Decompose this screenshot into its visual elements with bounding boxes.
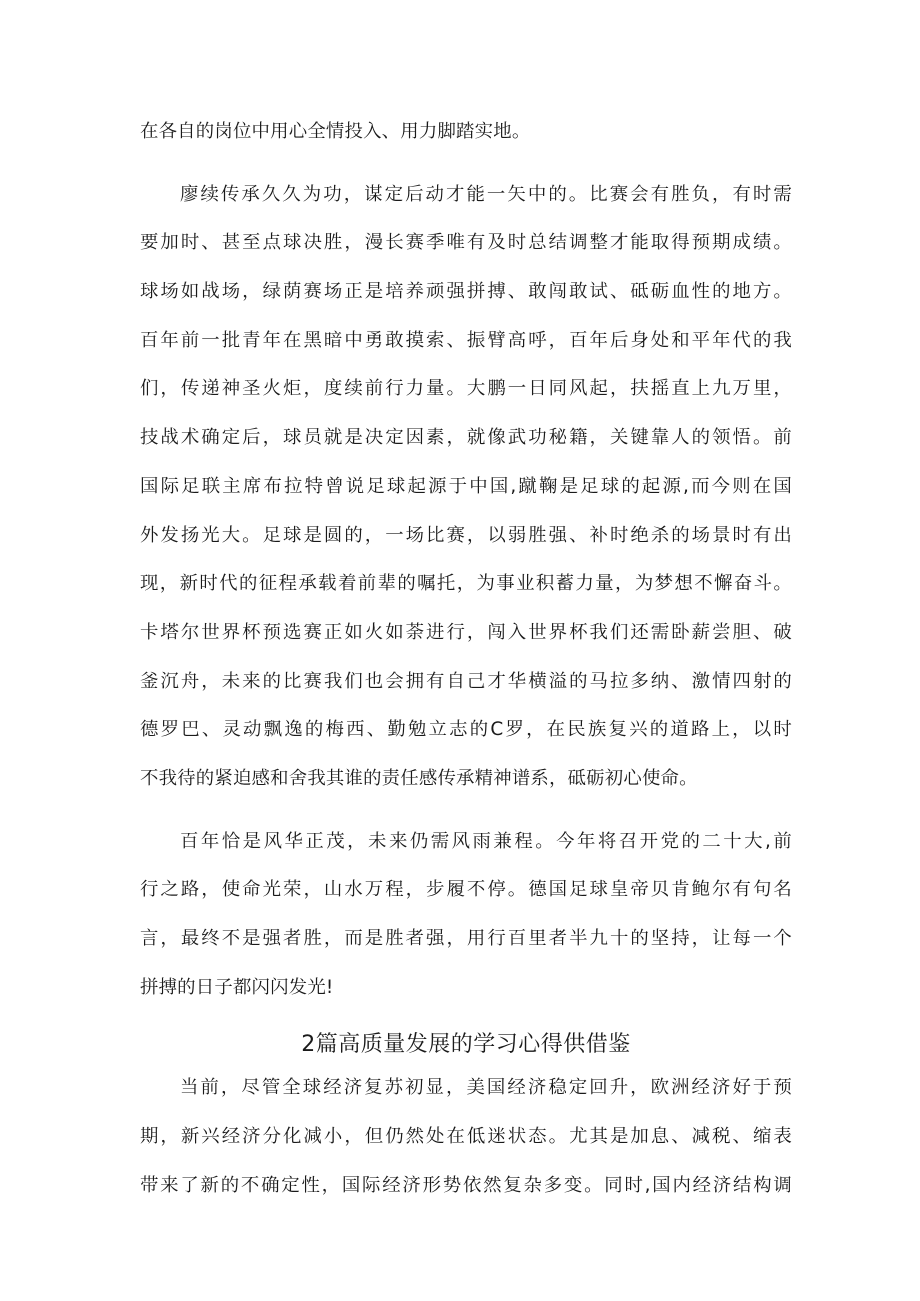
text-line: 球场如战场，绿荫赛场正是培养顽强拼搏、敢闯敢试、砥砺血性的地方。: [140, 281, 792, 303]
text-line: 卡塔尔世界杯预选赛正如火如荼进行，闯入世界杯我们还需卧薪尝胆、破: [140, 621, 792, 643]
text-line: 们，传递神圣火炬，度续前行力量。大鹏一日同风起，扶摇直上九万里，: [140, 378, 792, 400]
paragraph-gap: [140, 808, 792, 822]
text-line: 在各自的岗位中用心全情投入、用力脚踏实地。: [140, 121, 531, 142]
paragraph-1: [140, 112, 792, 161]
section-heading: 2篇高质量发展的学习心得供借鉴: [301, 1032, 631, 1058]
text-line: 外发扬光大。足球是圆的，一场比赛，以弱胜强、补时绝杀的场景时有出: [140, 524, 792, 546]
paragraph-3: [140, 822, 792, 1017]
paragraph-gap: [140, 161, 792, 175]
text-line: 要加时、甚至点球决胜，漫长赛季唯有及时总结调整才能取得预期成绩。: [140, 232, 792, 254]
text-line: 期，新兴经济分化减小，但仍然处在低迷状态。尤其是加息、减税、缩表: [140, 1126, 792, 1148]
text-line: 百年前一批青年在黑暗中勇敢摸索、振臂高呼，百年后身处和平年代的我: [140, 329, 792, 351]
text-line: 百年恰是风华正茂，未来仍需风雨兼程。今年将召开党的二十大,前: [180, 830, 792, 852]
text-line: 言，最终不是强者胜，而是胜者强，用行百里者半九十的坚持，让每一个: [140, 928, 792, 949]
text-line: 当前，尽管全球经济复苏初显，美国经济稳定回升，欧洲经济好于预: [180, 1077, 792, 1099]
text-line: 不我待的紧迫感和舍我其谁的责任感传承精神谱系，砥砺初心使命。: [140, 767, 698, 789]
text-line: 德罗巴、灵动飘逸的梅西、勤勉立志的C罗，在民族复兴的道路上，以时: [140, 719, 792, 741]
text-line: 技战术确定后，球员就是决定因素，就像武功秘籍，关键靠人的领悟。前: [140, 427, 792, 449]
text-line: 釜沉舟，未来的比赛我们也会拥有自己才华横溢的马拉多纳、激情四射的: [140, 670, 792, 692]
paragraph-2: [140, 175, 792, 808]
text-line: 拼搏的日子都闪闪发光!: [140, 976, 334, 998]
text-line: 廖续传承久久为功，谋定后动才能一矢中的。比赛会有胜负，有时需: [180, 183, 792, 205]
text-line: 行之路，使命光荣，山水万程，步履不停。德国足球皇帝贝肯鲍尔有句名: [140, 879, 792, 901]
document-body: [140, 112, 792, 1214]
text-line: 带来了新的不确定性，国际经济形势依然复杂多变。同时,国内经济结构调: [140, 1174, 792, 1196]
text-line: 国际足联主席布拉特曾说足球起源于中国,蹴鞠是足球的起源,而今则在国: [140, 475, 792, 497]
section-2-paragraph: [140, 1068, 792, 1214]
text-line: 现，新时代的征程承载着前辈的嘱托，为事业积蓄力量，为梦想不懈奋斗。: [140, 573, 792, 595]
